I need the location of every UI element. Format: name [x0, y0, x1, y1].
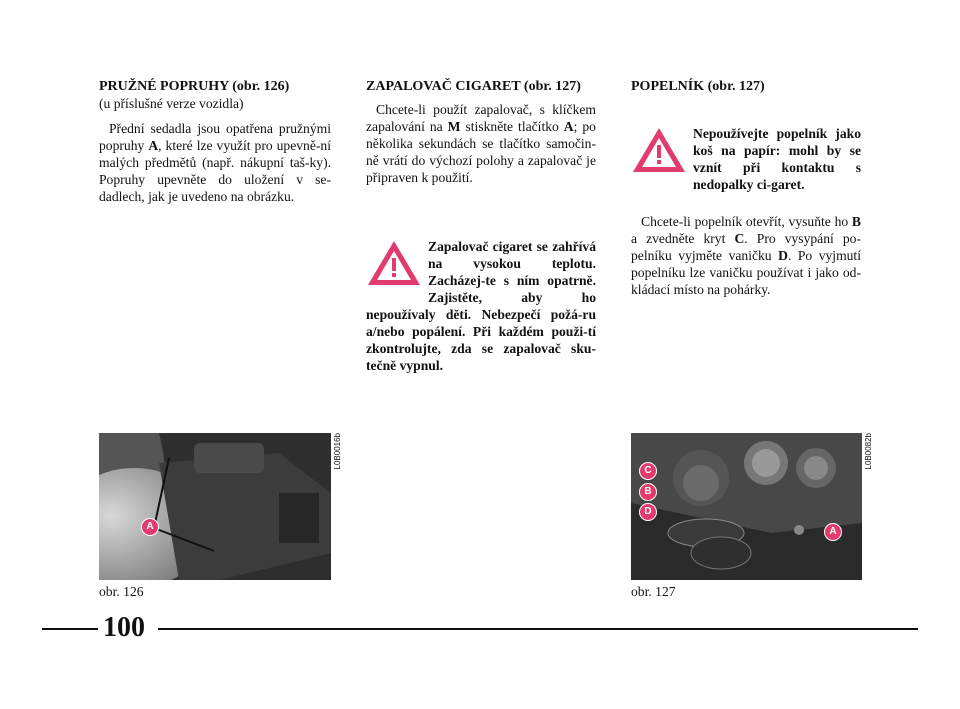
section-heading: ZAPALOVAČ CIGARET (obr. 127) — [366, 79, 581, 94]
bold-label: A — [563, 119, 574, 134]
section-heading: POPELNÍK (obr. 127) — [631, 79, 765, 94]
warning-block — [366, 238, 596, 374]
bold-label: M — [447, 119, 461, 134]
warning-triangle-icon — [366, 238, 422, 288]
bold-label: D — [778, 248, 788, 263]
callout-marker-a: A — [824, 523, 842, 541]
callout-marker-a: A — [141, 518, 159, 536]
figure-caption: obr. 127 — [631, 584, 676, 599]
text-run: stiskněte tlačítko — [460, 119, 564, 134]
figure-code: L0B0082b — [864, 433, 873, 470]
figure-127-photo — [631, 433, 862, 580]
callout-marker-c: C — [639, 462, 657, 480]
seat-photo-illustration — [99, 433, 331, 580]
text-run: . Po vyjmutí popelníku lze vaničku používat i jako od-kládací místo na pohárky. — [631, 248, 861, 297]
page-number: 100 — [103, 612, 145, 643]
footer-rule-left — [42, 628, 98, 630]
text-run: a zvedněte kryt — [631, 231, 735, 246]
text-run: Chcete-li popelník otevřít, vysuňte ho — [641, 214, 852, 229]
bold-label: A — [148, 138, 159, 153]
column-elastic-straps — [99, 78, 331, 205]
figure-126-photo — [99, 433, 331, 580]
warning-triangle-icon — [631, 125, 687, 175]
bold-label: B — [851, 214, 861, 229]
text-run: , které lze využít pro upevně-ní malých předmětů (např. nákupní taš-ky). Popruhy upevněte do uložení v se-dadlech, jak je uvedeno na obrázku. — [99, 138, 331, 204]
column-cigarette-lighter — [366, 78, 596, 374]
paragraph — [366, 101, 596, 186]
text-run: . Pro vysypání po-pelníku vyjměte vaničku — [631, 231, 861, 263]
paragraph — [631, 213, 861, 298]
footer-rule-right — [158, 628, 918, 630]
warning-text: Zapalovač cigaret se zahřívá na vysokou teplotu. Zacházej-te s ním opatrně. Zajistěte, aby ho nepoužívaly děti. Nebezpečí požá-ru a/nebo popálení. Při každém použi-tí zkontrolujte, zda se zapalovač sku-tečně vypnul. — [366, 239, 596, 373]
bold-label: C — [734, 231, 745, 246]
callout-marker-b: B — [639, 483, 657, 501]
warning-block — [631, 125, 861, 193]
text-run: ; po několika sekundách se tlačítko samočin-ně vrátí do výchozí polohy a zapalovač je připraven k použití. — [366, 119, 596, 185]
text-run: Chcete-li použít zapalovač, s klíčkem zapalování na — [366, 102, 596, 134]
section-subheading: (u příslušné verze vozidla) — [99, 96, 244, 111]
column-ashtray — [631, 78, 861, 298]
callout-marker-d: D — [639, 503, 657, 521]
warning-text: Nepoužívejte popelník jako koš na papír: mohl by se vznít při kontaktu s nedopalky ci-garet. — [693, 126, 861, 192]
section-heading: PRUŽNÉ POPRUHY (obr. 126) — [99, 79, 290, 94]
figure-caption: obr. 126 — [99, 584, 144, 599]
text-run: Přední sedadla jsou opatřena pružnými popruhy — [99, 121, 331, 153]
ashtray-photo-illustration — [631, 433, 862, 580]
figure-code: L0B0016b — [333, 433, 342, 470]
paragraph — [99, 120, 331, 205]
